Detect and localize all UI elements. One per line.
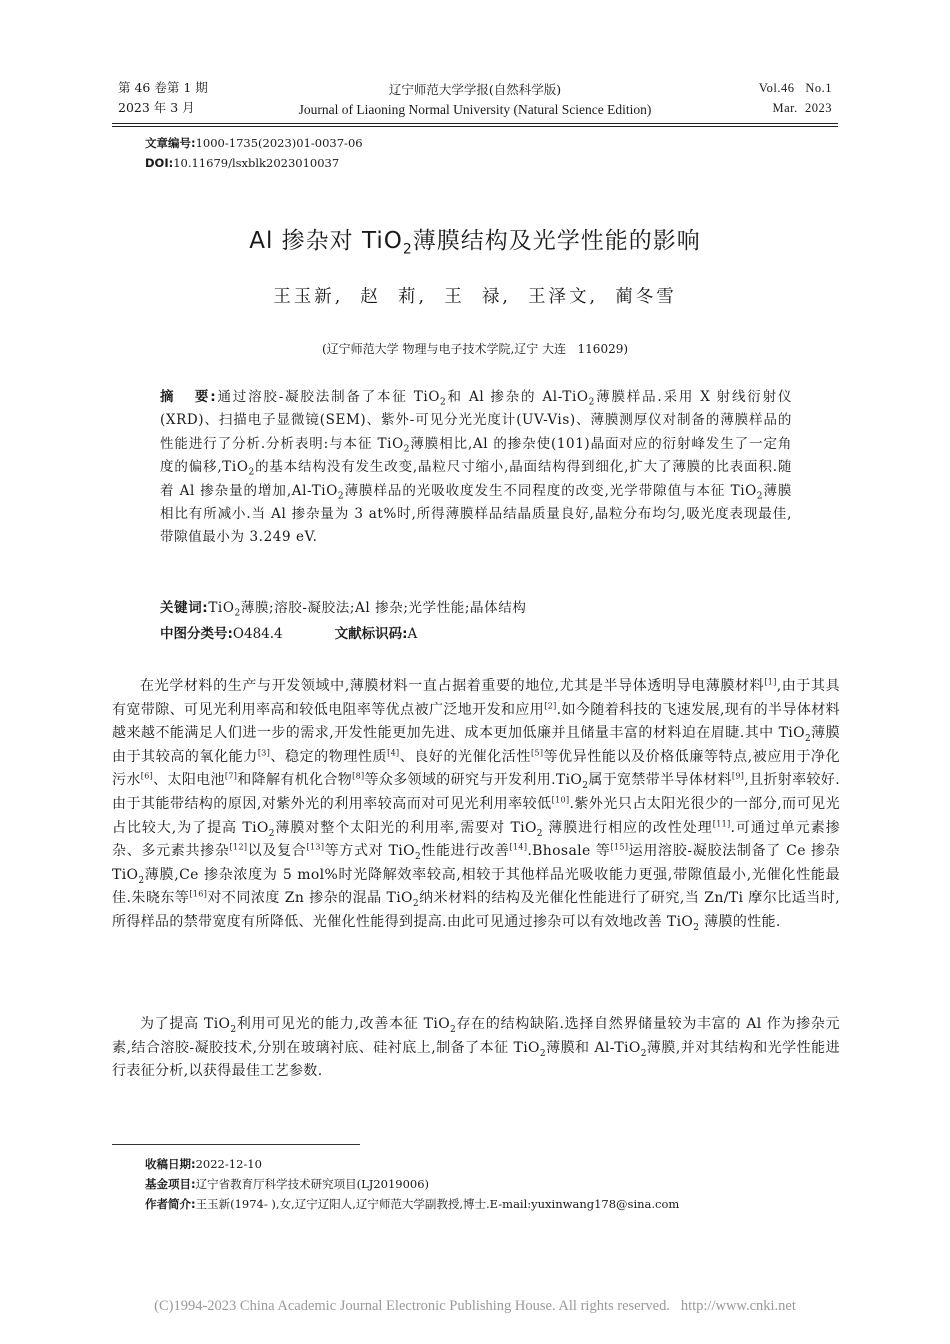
citation-marker: [6]	[140, 771, 154, 781]
citation-marker: [13]	[306, 842, 325, 852]
citation-marker: [15]	[610, 842, 629, 852]
doi: DOI:10.11679/lsxblk2023010037	[145, 156, 340, 170]
citation-marker: [8]	[352, 771, 365, 781]
citation-marker: [14]	[509, 842, 528, 852]
clc-code: O484.4	[232, 626, 283, 642]
citation-marker: [9]	[731, 771, 745, 781]
date-cn: 2023 年 3 月	[118, 100, 195, 115]
author-bio: 作者简介:王玉新(1974- ),女,辽宁辽阳人,辽宁师范大学副教授,博士.E-mail:yuxinwang178@sina.com	[145, 1197, 680, 1211]
article-title: Al 掺杂对 TiO$_2$薄膜结构及光学性能的影响	[249, 228, 701, 258]
doc-code-label: 文献标识码:	[334, 626, 408, 642]
keywords: 关键词:TiO$_2$薄膜;溶胶-凝胶法;Al 掺杂;光学性能;晶体结构	[160, 600, 527, 619]
citation-marker: [11]	[712, 818, 731, 828]
citation-marker: [16]	[189, 889, 208, 899]
footnotes	[145, 1154, 679, 1214]
copyright-watermark: (C)1994-2023 China Academic Journal Electronic Publishing House. All rights reserved. http://www.cnki.net	[154, 1298, 796, 1314]
classification	[160, 623, 417, 646]
body-paragraph-1	[112, 675, 840, 935]
journal-title-cn: 辽宁师范大学学报(自然科学版)	[388, 82, 562, 97]
abstract: 摘 要:通过溶胶-凝胶法制备了本征 TiO$_2$和 Al 掺杂的 Al-TiO$_2$薄膜样品.采用 X 射线衍射仪(XRD)、扫描电子显微镜(SEM)、紫外-可见分光光度计(UV-Vis)、薄膜测厚仪对制备的薄膜样品的性能进行了分析.分析表明:与本征 TiO$_2$薄膜相比,Al 的掺杂使(101)晶面对应的衍射峰发生了一定角度的偏移,TiO$_2$的基本结构没有发生改变,晶粒尺寸缩小,晶面结构得到细化,扩大了薄膜的比表面积.随着 Al 掺杂量的增加,Al-TiO$_2$薄膜样品的光吸收度发生不同程度的改变,光学带隙值与本征 TiO$_2$薄膜相比有所减小.当 Al 掺杂量为 3 at%时,所得薄膜样品结晶质量良好,晶粒分布均匀,吸光度表现最佳,带隙值最小为 3.249 eV.	[160, 389, 793, 546]
citation-marker: [2]	[544, 700, 557, 710]
citation-marker: [4]	[387, 748, 400, 758]
article-number: 文章编号:1000-1735(2023)01-0037-06	[145, 136, 363, 150]
journal-title-en: Journal of Liaoning Normal University (Natural Science Edition)	[298, 102, 652, 117]
citation-marker: [7]	[224, 771, 238, 781]
citation-marker: [5]	[530, 748, 544, 758]
keywords-label: 关键词:	[160, 600, 209, 616]
clc-label: 中图分类号:	[160, 626, 233, 642]
header-rule-thin	[112, 126, 838, 127]
header-rule	[112, 123, 838, 124]
citation-marker: [1]	[764, 677, 777, 687]
abstract-label: 摘 要:	[160, 389, 217, 405]
header-right	[759, 78, 832, 118]
affiliation: (辽宁师范大学 物理与电子技术学院,辽宁 大连 116029)	[321, 342, 629, 356]
doc-code: A	[407, 626, 418, 642]
footnote-rule	[112, 1144, 360, 1145]
body-paragraph-2	[112, 1013, 840, 1084]
fund-project: 基金项目:辽宁省教育厅科学技术研究项目(LJ2019006)	[145, 1177, 430, 1191]
citation-marker: [12]	[229, 842, 248, 852]
date-en: Mar. 2023	[772, 101, 832, 115]
paragraph-text: 为了提高 TiO$_2$利用可见光的能力,改善本征 TiO$_2$存在的结构缺陷.选择自然界储量较为丰富的 Al 作为掺杂元素,结合溶胶-凝胶技术,分别在玻璃衬底、硅衬底上,制备了本征 TiO$_2$薄膜和 Al-TiO$_2$薄膜,并对其结构和光学性能进行表征分析,以获得最佳工艺参数.	[112, 1016, 840, 1080]
citation-marker: [3]	[257, 748, 271, 758]
volume-issue-en: Vol.46 No.1	[758, 81, 832, 95]
authors: 王玉新, 赵 莉, 王 禄, 王泽文, 蔺冬雪	[273, 287, 677, 307]
volume-issue-cn: 第 46 卷第 1 期	[118, 80, 208, 95]
citation-marker: [10]	[551, 795, 570, 805]
article-meta	[145, 133, 363, 173]
received-date: 收稿日期:2022-12-10	[145, 1157, 262, 1171]
paragraph-text: 在光学材料的生产与开发领域中,薄膜材料一直占据着重要的地位,尤其是半导体透明导电薄膜材料[1],由于其具有宽带隙、可见光利用率高和较低电阻率等优点被广泛地开发和应用[2].如今随着科技的飞速发展,现有的半导体材料越来越不能满足人们进一步的需求,开发性能更加先进、成本更加低廉并且储量丰富的材料迫在眉睫.其中 TiO$_2$薄膜由于其较高的氧化能力[3]、稳定的物理性质[4]、良好的光催化活性[5]等优异性能以及价格低廉等特点,被应用于净化污水[6]、太阳电池[7]和降解有机化合物[8]等众多领域的研究与开发利用.TiO$_2$属于宽禁带半导体材料[9],且折射率较好.由于其能带结构的原因,对紫外光的利用率较高而对可见光利用率较低[10].紫外光只占太阳光很少的一部分,而可见光占比较大,为了提高 TiO$_2$薄膜对整个太阳光的利用率,需要对 TiO$_2$ 薄膜进行相应的改性处理[11].可通过单元素掺杂、多元素共掺杂[12]以及复合[13]等方式对 TiO$_2$性能进行改善[14].Bhosale 等[15]运用溶胶-凝胶法制备了 Ce 掺杂 TiO$_2$薄膜,Ce 掺杂浓度为 5 mol%时光降解效率较高,相较于其他样品光吸收能力更强,带隙值最小,光催化性能最佳.朱晓东等[16]对不同浓度 Zn 掺杂的混晶 TiO$_2$纳米材料的结构及光催化性能进行了研究,当 Zn/Ti 摩尔比适当时,所得样品的禁带宽度有所降低、光催化性能得到提高.由此可见通过掺杂可以有效地改善 TiO$_2$ 薄膜的性能.	[112, 677, 841, 933]
